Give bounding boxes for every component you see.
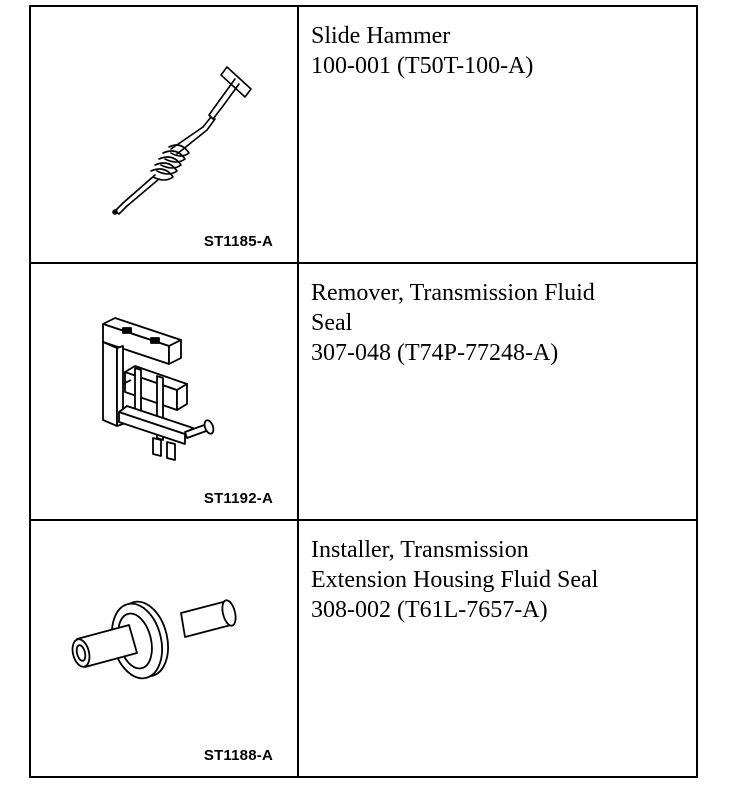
tool-illustration-cell xyxy=(30,520,298,777)
tool-description-cell xyxy=(298,520,697,777)
figure-id: ST1188-A xyxy=(203,747,273,764)
slide-hammer-icon xyxy=(31,7,299,264)
seal-installer-icon xyxy=(31,521,299,778)
tool-name-continued: Extension Housing Fluid Seal xyxy=(311,567,599,593)
tool-illustration-cell xyxy=(30,6,298,263)
tool-illustration-cell xyxy=(30,263,298,520)
tool-part-number: 308-002 (T61L-7657-A) xyxy=(311,597,548,623)
table-row xyxy=(30,520,697,777)
tool-description-cell xyxy=(298,6,697,263)
tool-name-continued: Seal xyxy=(311,310,353,336)
figure-id: ST1192-A xyxy=(203,490,273,507)
table-row xyxy=(30,263,697,520)
tool-name: Installer, Transmission xyxy=(311,537,529,563)
tool-part-number: 307-048 (T74P-77248-A) xyxy=(311,340,559,366)
tool-description-cell xyxy=(298,263,697,520)
special-tools-table xyxy=(29,5,698,778)
table-row xyxy=(30,6,697,263)
tool-part-number: 100-001 (T50T-100-A) xyxy=(311,53,534,79)
tool-name: Remover, Transmission Fluid xyxy=(311,280,595,306)
tool-name: Slide Hammer xyxy=(311,23,451,49)
figure-id: ST1185-A xyxy=(203,233,273,250)
seal-remover-icon xyxy=(31,264,299,521)
